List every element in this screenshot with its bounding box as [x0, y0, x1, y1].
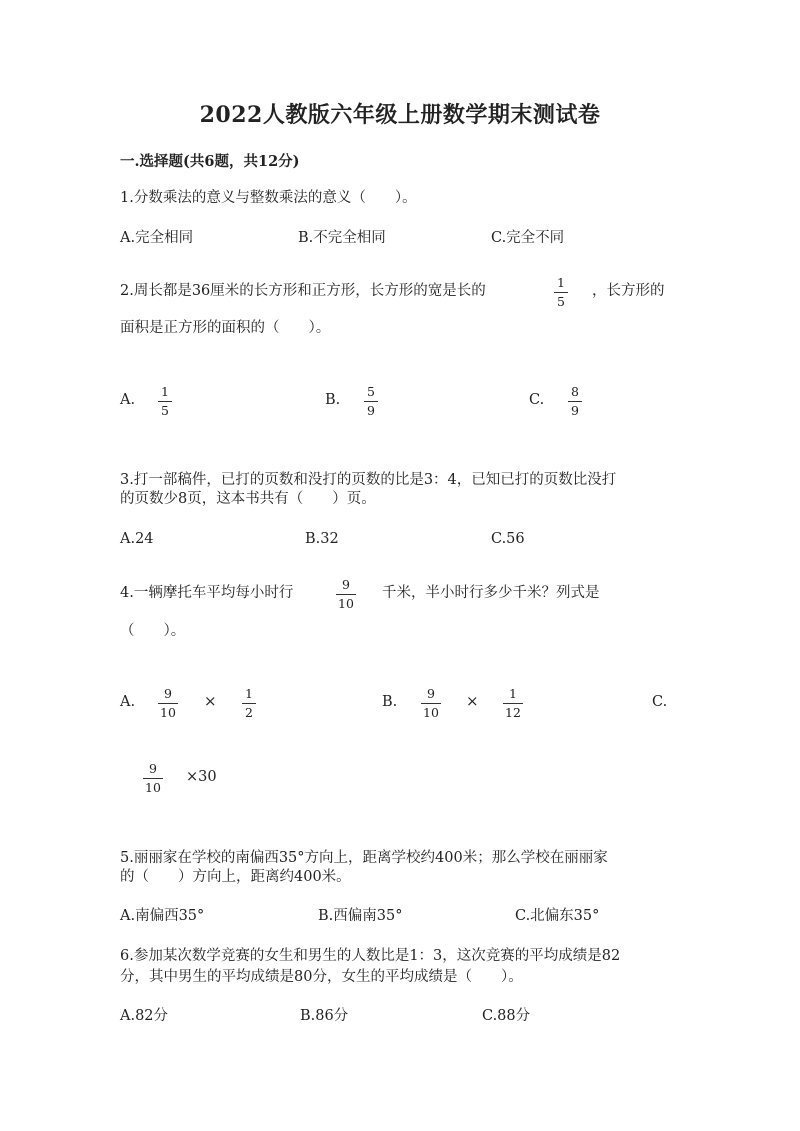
question-1-option-a: A.完全相同 — [120, 230, 194, 246]
fraction-numerator: 1 — [557, 275, 565, 290]
fraction-numerator: 9 — [426, 686, 435, 701]
fraction-numerator: 9 — [148, 761, 157, 776]
question-4-option-b-fraction-1 — [421, 687, 441, 720]
fraction-bar — [336, 594, 356, 595]
question-3-option-c: C.56 — [491, 531, 525, 547]
fraction-denominator: 2 — [245, 705, 253, 720]
question-4-stem-start: 4.一辆摩托车平均每小时行 — [120, 585, 294, 601]
multiply-sign: × — [204, 692, 217, 710]
fraction-numerator: 8 — [571, 384, 579, 399]
fraction-bar — [143, 778, 163, 779]
fraction-numerator: 1 — [245, 686, 253, 701]
question-6-option-c: C.88分 — [482, 1008, 531, 1024]
question-5-option-b: B.西偏南35° — [318, 908, 403, 924]
question-6-option-a: A.82分 — [120, 1008, 169, 1024]
question-6-option-b: B.86分 — [300, 1008, 349, 1024]
fraction-denominator: 10 — [160, 705, 176, 720]
question-4-option-c-fraction — [143, 762, 163, 795]
fraction-numerator: 1 — [508, 686, 517, 701]
fraction-bar — [364, 401, 378, 402]
fraction-denominator: 12 — [505, 705, 521, 720]
question-4-option-c-tail: ×30 — [186, 769, 217, 785]
question-2-option-a-fraction — [158, 385, 172, 418]
question-3-stem-line2: 的页数少8页，这本书共有（ ）页。 — [120, 491, 376, 507]
question-3-option-a: A.24 — [120, 531, 154, 547]
fraction-bar — [421, 703, 441, 704]
fraction-numerator: 9 — [163, 686, 172, 701]
question-2-option-c-label: C. — [529, 392, 545, 408]
question-2-stem-start: 2.周长都是36厘米的长方形和正方形，长方形的宽是长的 — [120, 283, 486, 299]
question-1-option-c: C.完全不同 — [491, 230, 565, 246]
page-title: 2022人教版六年级上册数学期末测试卷 — [199, 102, 601, 128]
fraction-bar — [554, 292, 568, 293]
question-4-option-c-label: C. — [652, 694, 668, 710]
question-4-option-a-fraction-1 — [158, 687, 178, 720]
fraction-bar — [503, 703, 523, 704]
question-5-option-a: A.南偏西35° — [120, 908, 205, 924]
section-heading: 一.选择题(共6题，共12分) — [120, 153, 300, 170]
question-6-stem-line1: 6.参加某次数学竞赛的女生和男生的人数比是1：3，这次竞赛的平均成绩是82 — [120, 948, 621, 964]
question-5-option-c: C.北偏东35° — [515, 908, 600, 924]
question-2-option-b-label: B. — [325, 392, 341, 408]
multiply-sign: × — [466, 692, 479, 710]
fraction-denominator: 9 — [571, 403, 579, 418]
fraction-denominator: 5 — [161, 403, 169, 418]
question-2-stem-fraction — [554, 276, 568, 309]
fraction-bar — [568, 401, 582, 402]
fraction-bar — [158, 401, 172, 402]
question-2-option-b-fraction — [364, 385, 378, 418]
question-4-stem-fraction — [336, 578, 356, 611]
fraction-bar — [158, 703, 178, 704]
question-2-option-a-label: A. — [120, 392, 136, 408]
question-4-stem-end: 千米，半小时行多少千米？列式是 — [382, 585, 600, 601]
fraction-denominator: 9 — [367, 403, 375, 418]
question-3-stem-line1: 3.打一部稿件，已打的页数和没打的页数的比是3：4，已知已打的页数比没打 — [120, 472, 617, 488]
question-4-option-b-label: B. — [382, 694, 398, 710]
question-2-stem-line2: 面积是正方形的面积的（ ）。 — [120, 320, 331, 336]
fraction-numerator: 9 — [341, 577, 350, 592]
question-1-stem: 1.分数乘法的意义与整数乘法的意义（ ）。 — [120, 190, 417, 206]
question-4-option-b-fraction-2 — [503, 687, 523, 720]
question-2-option-c-fraction — [568, 385, 582, 418]
question-4-option-a-label: A. — [120, 694, 136, 710]
fraction-denominator: 5 — [557, 294, 565, 309]
question-5-stem-line2: 的（ ）方向上，距离约400米。 — [120, 869, 351, 885]
fraction-denominator: 10 — [338, 596, 354, 611]
fraction-denominator: 10 — [145, 780, 161, 795]
fraction-denominator: 10 — [423, 705, 439, 720]
question-1-option-b: B.不完全相同 — [298, 230, 386, 246]
question-6-stem-line2: 分，其中男生的平均成绩是80分，女生的平均成绩是（ ）。 — [120, 969, 523, 985]
question-2-stem-end: ，长方形的 — [592, 283, 665, 299]
question-4-stem-line2: （ ）。 — [120, 623, 186, 639]
question-5-stem-line1: 5.丽丽家在学校的南偏西35°方向上，距离学校约400米；那么学校在丽丽家 — [120, 850, 608, 866]
question-3-option-b: B.32 — [305, 531, 339, 547]
fraction-bar — [242, 703, 256, 704]
question-4-option-a-fraction-2 — [242, 687, 256, 720]
fraction-numerator: 5 — [367, 384, 375, 399]
fraction-numerator: 1 — [161, 384, 169, 399]
